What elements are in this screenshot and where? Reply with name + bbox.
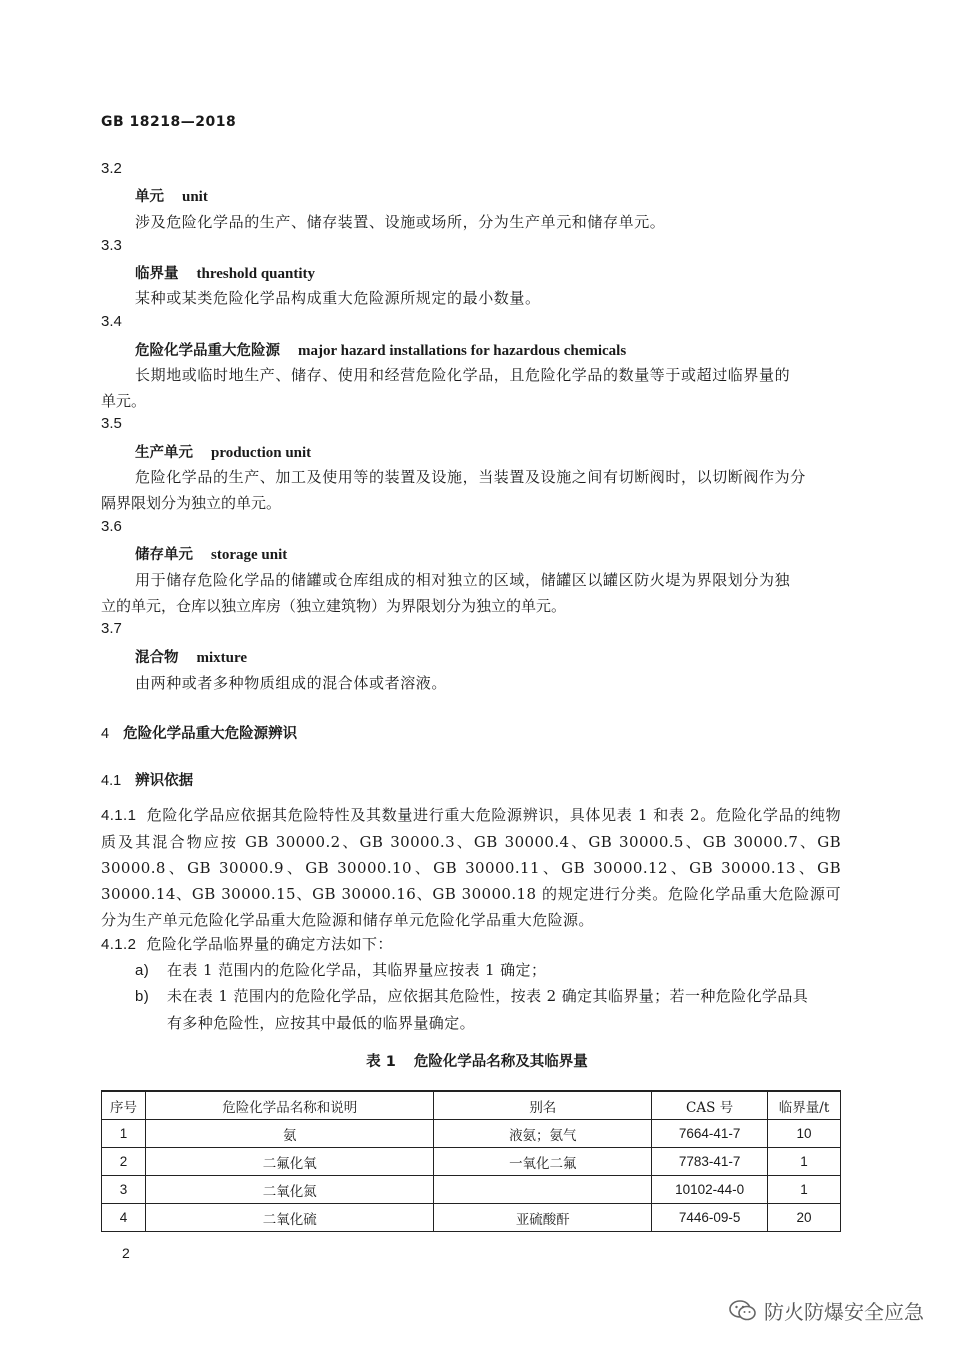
term-number: 3.5 [101, 415, 122, 432]
table-cell: 7446-09-5 [652, 1204, 768, 1232]
term-title [135, 441, 311, 462]
clause-text: 危险化学品临界量的确定方法如下： [146, 935, 393, 953]
list-text-cont: 有多种危险性，应按其中最低的临界量确定。 [167, 1014, 476, 1032]
clause-4-1-2 [101, 931, 841, 958]
table-cell: 二氧化硫 [145, 1204, 434, 1232]
term-definition: 长期地或临时地生产、储存、使用和经营危险化学品，且危险化学品的数量等于或超过临界量的 [135, 366, 791, 384]
term-number: 3.7 [101, 620, 122, 637]
term-number: 3.3 [101, 237, 122, 254]
term-title [135, 646, 247, 667]
table-1 [101, 1090, 841, 1232]
table-cell: 2 [102, 1148, 146, 1176]
term-en: mixture [196, 650, 248, 666]
table-cell: 20 [768, 1204, 841, 1232]
term-definition: 危险化学品的生产、加工及使用等的装置及设施，当装置及设施之间有切断阀时，以切断阀作为分 [135, 468, 806, 486]
term-en: major hazard installations for hazardous chemicals [298, 343, 627, 359]
list-text: 未在表 1 范围内的危险化学品，应依据其危险性，按表 2 确定其临界量；若一种危险化学品具 [167, 987, 809, 1005]
standard-number: GB 18218—2018 [101, 114, 237, 130]
table-caption-title: 危险化学品名称及其临界量 [413, 1054, 588, 1070]
term-definition: 由两种或者多种物质组成的混合体或者溶液。 [135, 674, 448, 692]
subsection-heading [101, 769, 193, 790]
clause-4-1-1 [101, 802, 841, 933]
table-row [102, 1120, 841, 1148]
table-header-row [102, 1091, 841, 1120]
term-title [135, 185, 208, 206]
term-definition: 涉及危险化学品的生产、储存装置、设施或场所，分为生产单元和储存单元。 [135, 213, 666, 231]
list-text: 在表 1 范围内的危险化学品，其临界量应按表 1 确定； [167, 961, 547, 979]
section-title: 危险化学品重大危险源辨识 [123, 726, 298, 742]
table-caption [0, 1050, 954, 1071]
clause-text: 危险化学品应依据其危险特性及其数量进行重大危险源辨识，具体见表 1 和表 2。危险化学品的纯物质及其混合物应按 GB 30000.2、GB 30000.3、GB 30000.4、GB 30000.5、GB 30000.7、GB 30000.8、GB 30000.9、GB 30000.10、GB 30000.11、GB 30000.12、GB 30000.13、GB 30000.14、GB 30000.15、GB 30000.16、GB 30000.18 的规定进行分类。危险化学品重大危险源可分为生产单元危险化学品重大危险源和储存单元危险化学品重大危险源。 [101, 806, 841, 929]
table-cell: 一氧化二氟 [434, 1148, 652, 1176]
section-heading [101, 722, 297, 743]
table-cell: 亚硫酸酐 [434, 1204, 652, 1232]
table-cell: 1 [768, 1176, 841, 1204]
term-number: 3.2 [101, 160, 122, 177]
term-definition-cont: 隔界限划分为独立的单元。 [101, 495, 282, 512]
table-header-cell: 临界量/t [768, 1091, 841, 1120]
watermark [728, 1296, 924, 1325]
section-number: 4 [101, 726, 110, 742]
table-row [102, 1204, 841, 1232]
term-zh: 生产单元 [135, 445, 193, 461]
table-cell: 液氨；氨气 [434, 1120, 652, 1148]
table-row [102, 1148, 841, 1176]
term-en: production unit [211, 445, 312, 461]
term-zh: 危险化学品重大危险源 [135, 343, 280, 359]
watermark-text: 防火防爆安全应急 [764, 1300, 924, 1324]
table-header-cell: 别名 [434, 1091, 652, 1120]
table-cell [434, 1176, 652, 1204]
table-cell: 1 [102, 1120, 146, 1148]
term-definition: 某种或某类危险化学品构成重大危险源所规定的最小数量。 [135, 289, 541, 307]
table-cell: 二氟化氧 [145, 1148, 434, 1176]
list-item [135, 983, 841, 1036]
table-cell: 3 [102, 1176, 146, 1204]
term-zh: 临界量 [135, 266, 179, 282]
wechat-icon [728, 1298, 758, 1324]
term-number: 3.6 [101, 518, 122, 535]
table-cell: 7664-41-7 [652, 1120, 768, 1148]
term-title [135, 543, 287, 564]
table-cell: 10102-44-0 [652, 1176, 768, 1204]
term-en: unit [182, 189, 208, 205]
table-cell: 1 [768, 1148, 841, 1176]
term-definition-cont: 立的单元，仓库以独立库房（独立建筑物）为界限划分为独立的单元。 [101, 598, 567, 615]
table-caption-number: 表 1 [366, 1054, 396, 1070]
term-definition: 用于储存危险化学品的储罐或仓库组成的相对独立的区域，储罐区以罐区防火堤为界限划分为独 [135, 571, 791, 589]
clause-number: 4.1.2 [101, 936, 137, 953]
table-header-cell: 危险化学品名称和说明 [145, 1091, 434, 1120]
term-zh: 混合物 [135, 650, 179, 666]
term-title [135, 262, 315, 283]
table-header-cell: 序号 [102, 1091, 146, 1120]
table-row [102, 1176, 841, 1204]
list-marker: b) [135, 988, 150, 1005]
page-number: 2 [122, 1245, 130, 1261]
table-cell: 7783-41-7 [652, 1148, 768, 1176]
term-zh: 单元 [135, 189, 164, 205]
table-header-cell: CAS 号 [652, 1091, 768, 1120]
term-zh: 储存单元 [135, 547, 193, 563]
list-item [135, 957, 841, 984]
term-en: storage unit [211, 547, 288, 563]
clause-number: 4.1.1 [101, 807, 137, 824]
subsection-number: 4.1 [101, 773, 122, 789]
table-cell: 10 [768, 1120, 841, 1148]
term-title [135, 339, 626, 360]
table-cell: 4 [102, 1204, 146, 1232]
subsection-title: 辨识依据 [135, 773, 194, 789]
list-marker: a) [135, 962, 150, 979]
table-cell: 氨 [145, 1120, 434, 1148]
term-definition-cont: 单元。 [101, 393, 147, 410]
term-number: 3.4 [101, 313, 122, 330]
table-cell: 二氧化氮 [145, 1176, 434, 1204]
term-en: threshold quantity [196, 266, 316, 282]
